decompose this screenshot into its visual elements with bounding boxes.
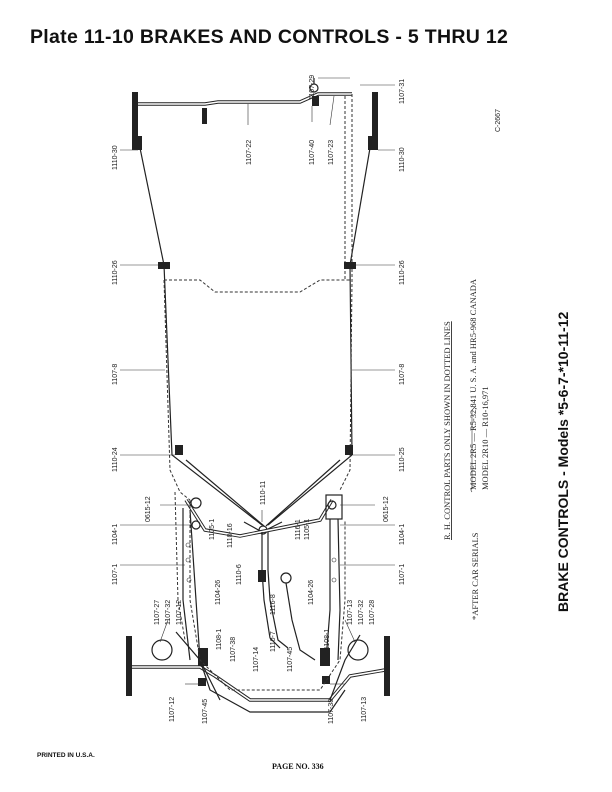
callout-1110-24: 1110-24: [112, 447, 119, 472]
callout-1107-12-bottom: 1107-12: [169, 696, 176, 722]
callout-1107-8-left: 1107-8: [112, 363, 119, 385]
callout-1104-26-right: 1104-26: [308, 579, 315, 605]
front-left-wheel: [132, 92, 142, 150]
callout-1107-28: 1107-28: [369, 599, 376, 625]
callout-1110-7: 1110-7: [270, 631, 277, 652]
callout-labels: [112, 75, 406, 724]
callout-1107-22: 1107-22: [246, 139, 253, 165]
rh-front-control-dotted: [164, 94, 352, 500]
callout-1107-14: 1107-14: [253, 646, 260, 672]
callout-1107-8-right: 1107-8: [399, 363, 406, 385]
callout-1107-45-mid: 1107-45: [287, 646, 294, 672]
callout-1104-26-left: 1104-26: [215, 579, 222, 605]
callout-1105-1-right: 1105-1: [304, 518, 311, 540]
rh-control-note: R. H. CONTROL PARTS ONLY SHOWN IN DOTTED LINES: [442, 321, 452, 540]
callout-1107-32-right: 1107-32: [358, 599, 365, 625]
serial-line-1: MODEL 2R5 — R5-32,841 U. S. A. and HR5-968 CANADA: [468, 278, 478, 490]
callout-0615-12-left: 0615-12: [145, 496, 152, 522]
callout-1107-23: 1107-23: [328, 139, 335, 165]
callout-1110-30-right: 1110-30: [399, 147, 406, 172]
callout-1107-40: 1107-40: [309, 139, 316, 165]
callout-1107-12-left: 1107-12: [176, 599, 183, 625]
leader-lines: [120, 78, 395, 684]
callout-1104-1-right: 1104-1: [399, 523, 406, 545]
callout-1110-6: 1110-6: [236, 564, 243, 585]
page-number: PAGE NO. 336: [272, 762, 324, 771]
callout-1110-11: 1110-11: [260, 480, 267, 505]
callout-1105-1-left: 1105-1: [209, 518, 216, 540]
front-right-wheel: [368, 92, 378, 150]
printed-in-usa: PRINTED IN U.S.A.: [37, 752, 95, 759]
callout-1107-32-left: 1107-32: [165, 599, 172, 625]
notes: [442, 109, 571, 620]
callout-1107-13-bottom: 1107-13: [361, 696, 368, 722]
callout-1107-13-right: 1107-13: [347, 599, 354, 625]
callout-1107-38-left: 1107-38: [230, 636, 237, 662]
callout-1108-1-right: 1108-1: [324, 628, 331, 650]
callout-1110-16: 1110-16: [227, 523, 234, 548]
callout-1107-38-bottom: 1107-38: [328, 698, 335, 724]
front-brake-cables: [140, 148, 370, 526]
callout-1110-26-left: 1110-26: [112, 260, 119, 285]
cable-clips: [158, 262, 356, 455]
callout-1110-30-left: 1110-30: [112, 145, 119, 170]
serial-line-2: MODEL 2R10 — R10-16,971: [480, 386, 490, 490]
callout-1116-1: 1116-1: [295, 519, 302, 540]
callout-1104-1-left: 1104-1: [112, 523, 119, 545]
callout-1110-26-right: 1110-26: [399, 260, 406, 285]
callout-1107-29: 1107-29: [309, 74, 316, 100]
figure-code: C-2667: [495, 109, 502, 132]
callout-1116-8: 1116-8: [270, 594, 277, 615]
callout-1108-1-left: 1108-1: [216, 628, 223, 650]
rear-left-wheel: [126, 636, 132, 696]
callout-1107-27: 1107-27: [154, 599, 161, 625]
callout-1107-1-right: 1107-1: [399, 563, 406, 585]
front-axle: [138, 78, 352, 124]
left-pedal-assembly: [183, 498, 201, 660]
center-brake-rods: [258, 532, 315, 660]
callout-0615-12-right: 0615-12: [383, 496, 390, 522]
callout-1107-1-left: 1107-1: [112, 563, 119, 585]
figure-caption: BRAKE CONTROLS - Models *5-6-7-*10-11-12: [555, 311, 571, 612]
plate-title: Plate 11-10 BRAKES AND CONTROLS - 5 THRU 12: [30, 26, 509, 48]
callout-1107-31: 1107-31: [399, 78, 406, 104]
serials-intro: *AFTER CAR SERIALS: [470, 532, 480, 620]
rear-right-wheel: [384, 636, 390, 696]
callout-1110-25: 1110-25: [399, 447, 406, 472]
callout-1107-45-bottom: 1107-45: [202, 698, 209, 724]
